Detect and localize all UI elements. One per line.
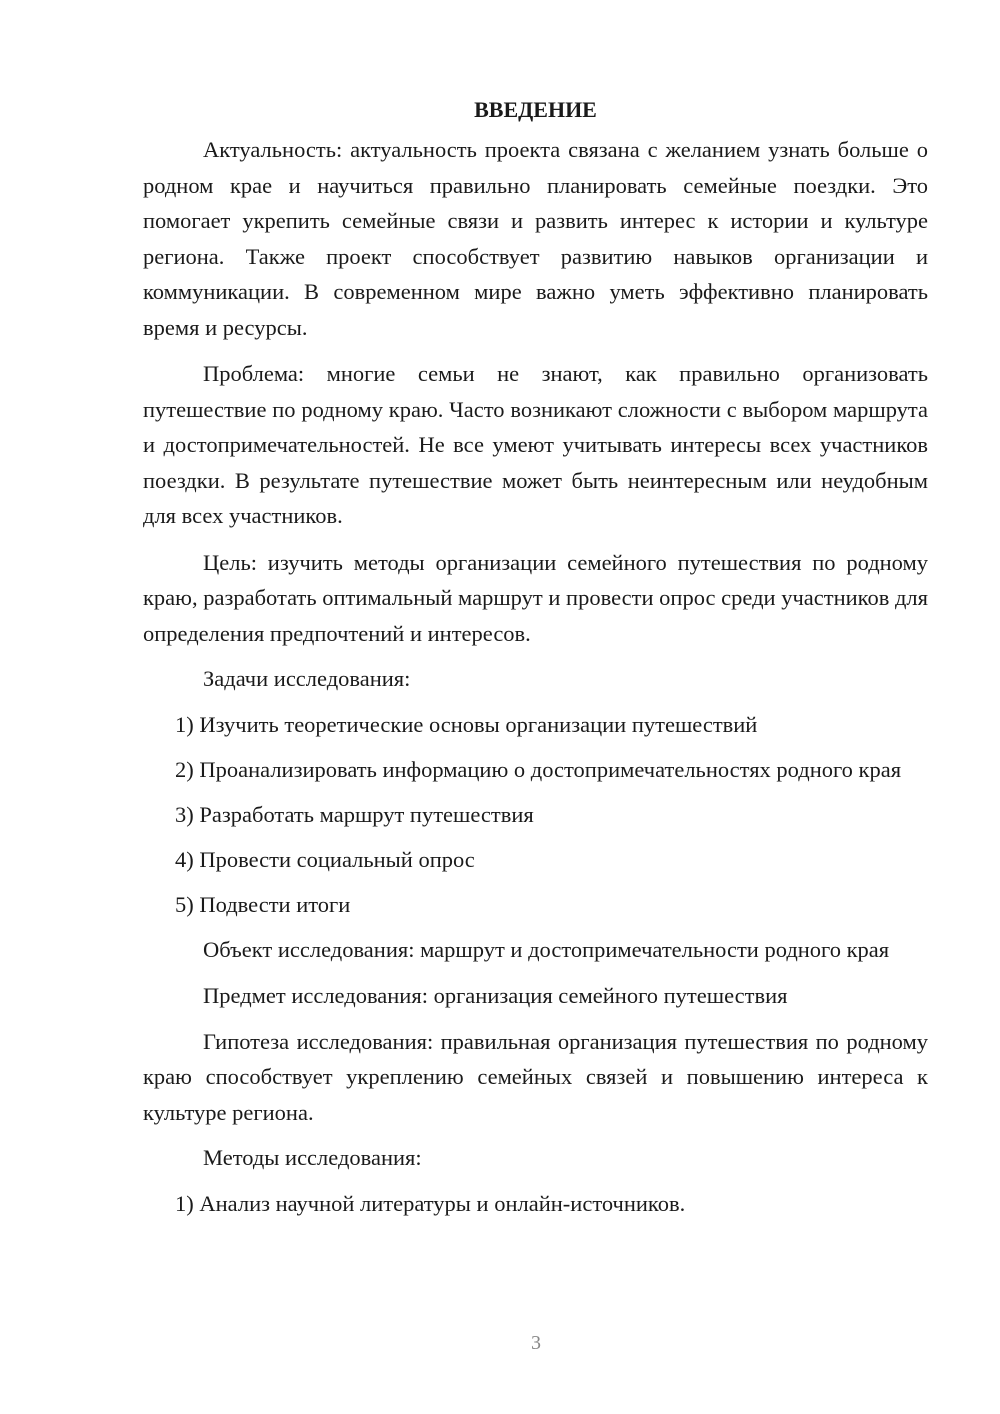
object-paragraph: Объект исследования: маршрут и достопримечательности родного края — [203, 937, 890, 962]
task-item-2: 2) Проанализировать информацию о достопримечательностях родного края — [175, 757, 902, 782]
task-item-3: 3) Разработать маршрут путешествия — [175, 802, 534, 827]
tasks-title: Задачи исследования: — [203, 666, 411, 691]
task-item-1: 1) Изучить теоретические основы организации путешествий — [175, 712, 758, 737]
subject-paragraph: Предмет исследования: организация семейного путешествия — [203, 982, 788, 1008]
page-content — [143, 92, 928, 1231]
method-item-1: 1) Анализ научной литературы и онлайн-источников. — [175, 1191, 686, 1216]
page-title: ВВЕДЕНИЕ — [474, 97, 597, 122]
task-item-4: 4) Провести социальный опрос — [175, 847, 475, 872]
problem-paragraph: Проблема: многие семьи не знают, как правильно организовать путешествие по родному краю. Часто возникают сложности с выбором маршрута и достопримечательностей. Не все умеют учитывать интересы всех участников поездки. В результате путешествие может быть неинтересным или неудобным для всех участников. — [143, 361, 928, 528]
relevance-paragraph: Актуальность: актуальность проекта связана с желанием узнать больше о родном крае и научиться правильно планировать семейные поездки. Это помогает укрепить семейные связи и развить интерес к истории и культуре региона. Также проект способствует развитию навыков организации и коммуникации. В современном мире важно уметь эффективно планировать время и ресурсы. — [143, 137, 928, 340]
methods-title: Методы исследования: — [203, 1145, 422, 1170]
task-item-5: 5) Подвести итоги — [175, 892, 351, 917]
hypothesis-paragraph: Гипотеза исследования: правильная организация путешествия по родному краю способствует укреплению семейных связей и повышению интереса к культуре региона. — [143, 1028, 928, 1125]
page-number: 3 — [531, 1332, 541, 1354]
goal-paragraph: Цель: изучить методы организации семейного путешествия по родному краю, разработать оптимальный маршрут и провести опрос среди участников для определения предпочтений и интересов. — [143, 549, 928, 646]
